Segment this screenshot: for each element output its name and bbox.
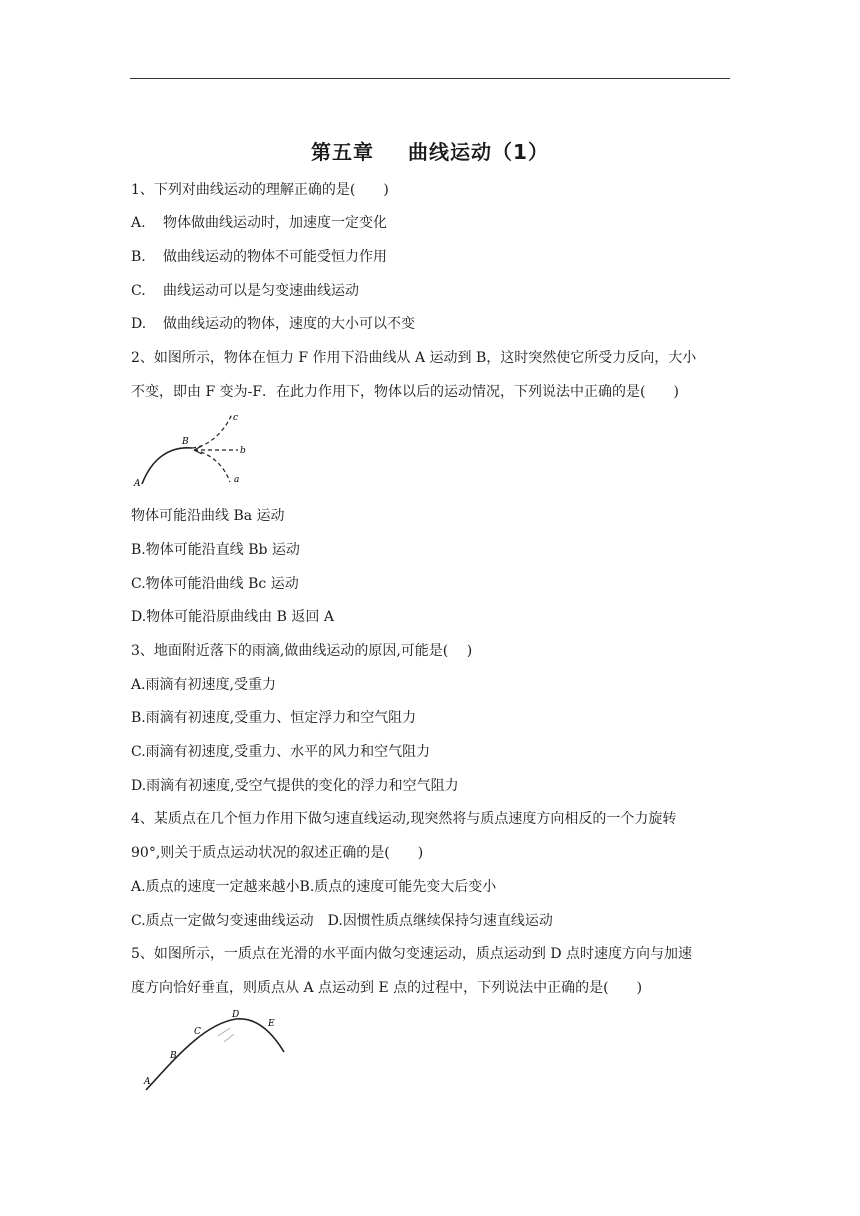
option-label: D. <box>131 316 147 332</box>
q1-option-c <box>131 281 359 301</box>
q3-option-b: B.雨滴有初速度,受重力、恒定浮力和空气阻力 <box>131 710 417 726</box>
label-a-point: A <box>134 479 141 489</box>
q4-stem-line1: 4、某质点在几个恒力作用下做匀速直线运动,现突然将与质点速度方向相反的一个力旋转 <box>131 811 677 827</box>
header-rule <box>130 78 730 79</box>
q1-option-a <box>131 213 387 233</box>
q3-option-d: D.雨滴有初速度,受空气提供的变化的浮力和空气阻力 <box>131 778 459 794</box>
label-point-b: B <box>170 1051 177 1061</box>
label-a-curve: a <box>234 475 240 485</box>
label-point-e: E <box>268 1019 275 1029</box>
option-label: B. <box>131 249 146 265</box>
q5-figure <box>138 1006 288 1094</box>
q2-figure <box>130 408 255 494</box>
q4-options-line2: C.质点一定做匀变速曲线运动 D.因惯性质点继续保持匀速直线运动 <box>131 913 553 929</box>
page-title <box>0 136 860 165</box>
q2-option-b: B.物体可能沿直线 Bb 运动 <box>131 542 300 558</box>
q2-option-d: D.物体可能沿原曲线由 B 返回 A <box>131 609 334 625</box>
chapter-label: 第五章 <box>311 140 375 164</box>
option-text: 做曲线运动的物体不可能受恒力作用 <box>163 249 387 265</box>
path-bc <box>192 414 232 448</box>
path-ba <box>194 450 230 482</box>
label-c-curve: c <box>233 413 239 423</box>
q1-option-b <box>131 247 387 267</box>
option-text: 物体做曲线运动时，加速度一定变化 <box>163 215 387 231</box>
option-text: 做曲线运动的物体，速度的大小可以不变 <box>163 316 415 332</box>
option-text: 曲线运动可以是匀变速曲线运动 <box>163 283 359 299</box>
label-b-point: B <box>182 437 189 447</box>
label-point-c: C <box>194 1027 201 1037</box>
chapter-topic: 曲线运动（1） <box>408 140 549 164</box>
q1-option-d <box>131 314 415 334</box>
label-b-line: b <box>240 446 246 456</box>
label-point-d: D <box>232 1010 240 1020</box>
label-point-a: A <box>144 1077 151 1087</box>
curve-a-to-b <box>142 448 192 484</box>
q2-option-c: C.物体可能沿曲线 Bc 运动 <box>131 576 299 592</box>
q3-stem: 3、地面附近落下的雨滴,做曲线运动的原因,可能是( ) <box>131 643 473 659</box>
q2-stem-line2: 不变，即由 F 变为-F．在此力作用下，物体以后的运动情况，下列说法中正确的是( ) <box>131 384 679 400</box>
q4-options-line1: A.质点的速度一定越来越小B.质点的速度可能先变大后变小 <box>131 879 497 895</box>
q5-stem-line2: 度方向恰好垂直，则质点从 A 点运动到 E 点的过程中，下列说法中正确的是( ) <box>131 980 643 996</box>
q3-option-a: A.雨滴有初速度,受重力 <box>131 677 277 693</box>
trajectory-curve <box>146 1019 284 1090</box>
q2-option-a: 物体可能沿曲线 Ba 运动 <box>131 508 285 524</box>
q2-stem-line1: 2、如图所示，物体在恒力 F 作用下沿曲线从 A 运动到 B，这时突然使它所受力反向，大小 <box>131 350 697 366</box>
q1-stem: 1、下列对曲线运动的理解正确的是( ) <box>131 182 389 198</box>
q4-stem-line2: 90°,则关于质点运动状况的叙述正确的是( ) <box>131 845 424 861</box>
q5-stem-line1: 5、如图所示，一质点在光滑的水平面内做匀变速运动，质点运动到 D 点时速度方向与加速 <box>131 946 693 962</box>
option-label: A. <box>131 215 146 231</box>
option-label: C. <box>131 283 146 299</box>
faint-marks <box>218 1028 234 1042</box>
q3-option-c: C.雨滴有初速度,受重力、水平的风力和空气阻力 <box>131 744 431 760</box>
